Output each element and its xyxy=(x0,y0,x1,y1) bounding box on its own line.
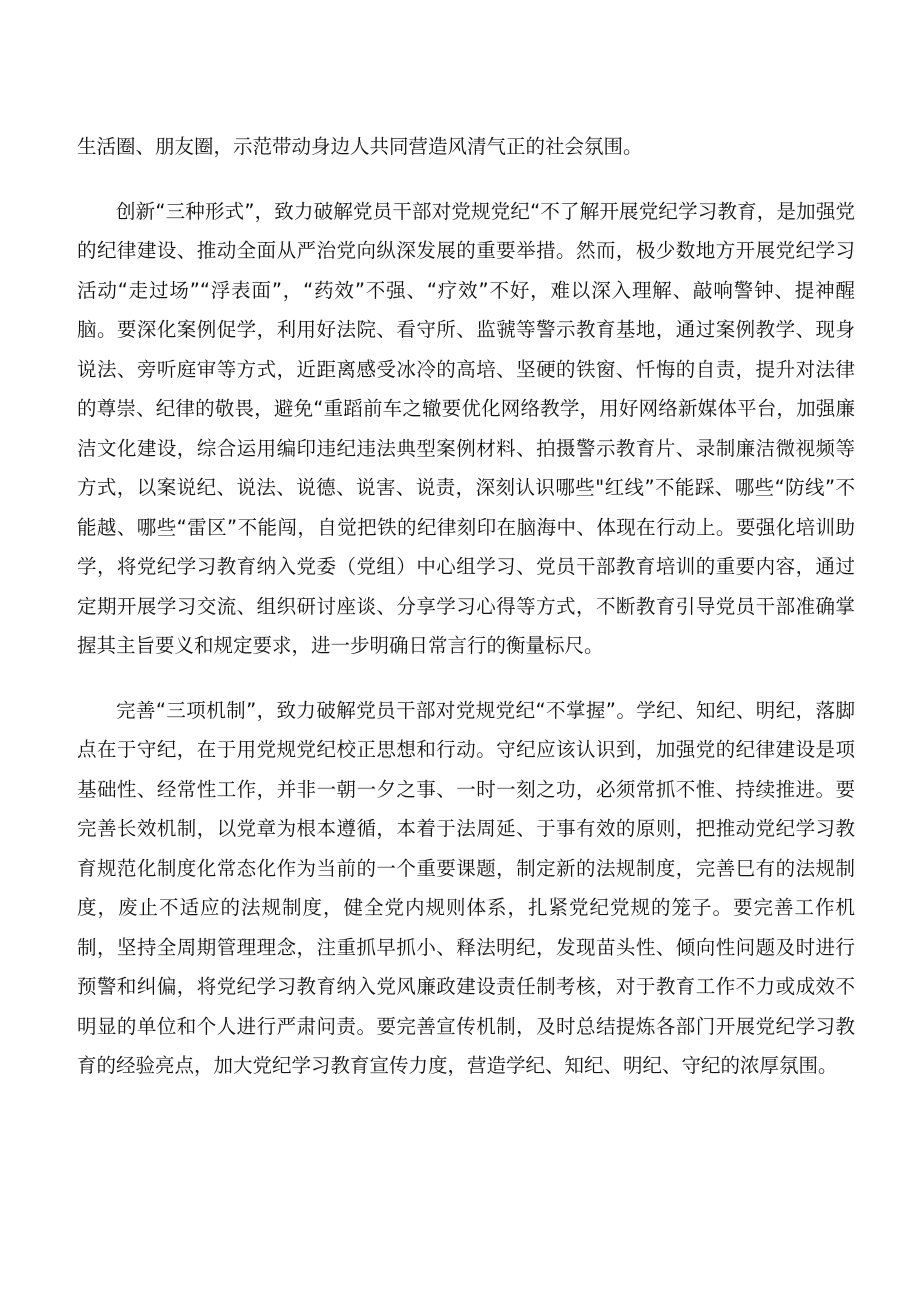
document-body xyxy=(77,127,855,1111)
paragraph-continuation: 生活圈、朋友圈，示范带动身边人共同营造风清气正的社会氛围。 xyxy=(77,135,643,158)
paragraph-three-forms: 创新“三种形式”，致力破解党员干部对党规党纪“不了解开展党纪学习教育，是加强党的纪律建设、推动全面从严治党向纵深发展的重要举措。然而，极少数地方开展党纪学习活动“走过场”“浮表面”，“药效”不强、“疗效”不好，难以深入理解、敲响警钟、提神醒脑。要深化案例促学，利用好法院、看守所、监虢等警示教育基地，通过案例教学、现身说法、旁听庭审等方式，近距离感受冰冷的高培、坚硬的铁窗、忏悔的自责，提升对法律的尊崇、纪律的敬畏，避免“重蹈前车之辙要优化网络教学，用好网络新媒体平台，加强廉洁文化建设，综合运用编印违纪违法典型案例材料、拍摄警示教育片、录制廉洁微视频等方式，以案说纪、说法、说德、说害、说责，深刻认识哪些"红线”不能踩、哪些“防线”不能越、哪些“雷区”不能闯，自觉把铁的纪律刻印在脑海中、体现在行动上。要强化培训助学，将党纪学习教育纳入党委（党组）中心组学习、党员干部教育培训的重要内容，通过定期开展学习交流、组织研讨座谈、分享学习心得等方式，不断教育引导党员干部准确掌握其主旨要义和规定要求，进一步明确日常言行的衡量标尺。 xyxy=(77,199,855,657)
paragraph-three-mechanisms: 完善“三项机制”，致力破解党员干部对党规党纪“不掌握”。学纪、知纪、明纪，落脚点在于守纪，在于用党规党纪校正思想和行动。守纪应该认识到，加强党的纪律建设是项基础性、经常性工作，并非一朝一夕之事、一时一刻之功，必须常抓不惟、持续推进。要完善长效机制，以党章为根本遵循，本着于法周延、于事有效的原则，把推动党纪学习教育规范化制度化常态化作为当前的一个重要课题，制定新的法规制度，完善巳有的法规制度，废止不适应的法规制度，健全党内规则体系，扎紧党纪党规的笼子。要完善工作机制，坚持全周期管理理念，注重抓早抓小、释法明纪，发现苗头性、倾向性问题及时进行预警和纠偏，将党纪学习教育纳入党风廉政建设责任制考核，对于教育工作不力或成效不明显的单位和个人进行严肃问责。要完善宣传机制，及时总结提炼各部门开展党纪学习教育的经验亮点，加大党纪学习教育宣传力度，营造学纪、知纪、明纪、守纪的浓厚氛围。 xyxy=(77,698,855,1077)
